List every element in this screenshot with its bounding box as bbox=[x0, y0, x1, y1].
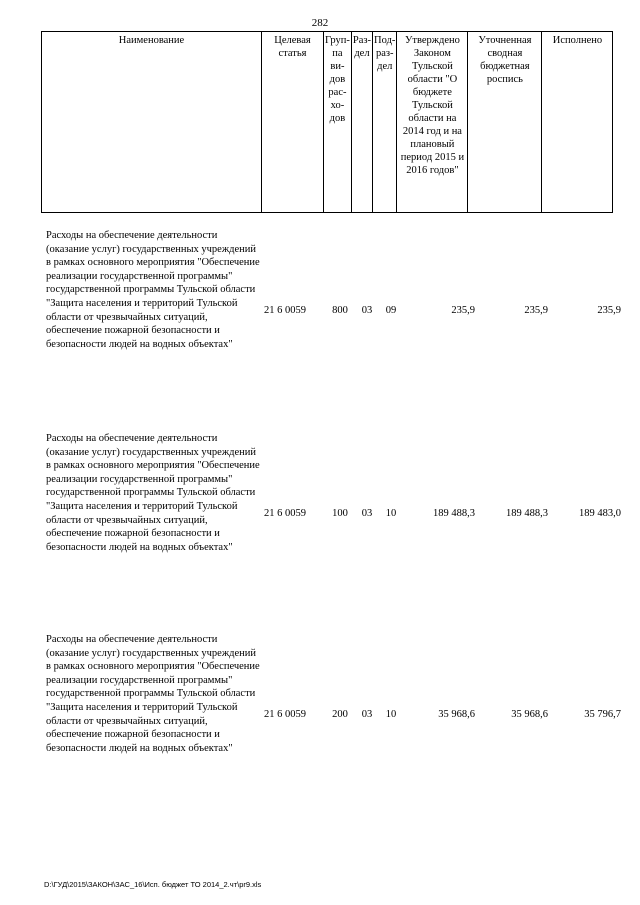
page-number: 282 bbox=[311, 17, 329, 29]
row-subsection: 10 bbox=[385, 709, 397, 720]
table-header bbox=[41, 31, 613, 213]
row-expense-group: 800 bbox=[332, 305, 348, 316]
row-target-article: 21 6 0059 bbox=[264, 709, 306, 720]
row-section: 03 bbox=[361, 709, 373, 720]
row-revised: 189 488,3 bbox=[506, 508, 548, 519]
header-approved: Утверждено Законом Тульской области "О бюджете Тульской области на 2014 год и на плановый период 2015 и 2016 годов" bbox=[397, 32, 468, 213]
header-revised: Уточненная сводная бюджетная роспись bbox=[468, 32, 542, 213]
row-section: 03 bbox=[361, 508, 373, 519]
row-subsection: 09 bbox=[385, 305, 397, 316]
row-target-article: 21 6 0059 bbox=[264, 508, 306, 519]
row-name: Расходы на обеспечение деятельности (оказание услуг) государственных учреждений в рамках основного мероприятия "Обеспечение реализации государственной программы" государственной программы Тульской области "Защита населения и территорий Тульской области от чрезвычайных ситуаций, обеспечение пожарной безопасности и безопасности людей на водных объектах" bbox=[46, 433, 260, 553]
row-executed: 235,9 bbox=[597, 305, 621, 316]
row-section: 03 bbox=[361, 305, 373, 316]
header-executed: Исполнено bbox=[542, 32, 613, 213]
row-approved: 189 488,3 bbox=[433, 508, 475, 519]
row-executed: 189 483,0 bbox=[579, 508, 621, 519]
header-section: Раз-дел bbox=[351, 32, 372, 213]
row-name: Расходы на обеспечение деятельности (оказание услуг) государственных учреждений в рамках основного мероприятия "Обеспечение реализации государственной программы" государственной программы Тульской области "Защита населения и территорий Тульской области от чрезвычайных ситуаций, обеспечение пожарной безопасности и безопасности людей на водных объектах" bbox=[46, 634, 260, 754]
header-expense-group: Груп-па ви-дов рас-хо-дов bbox=[324, 32, 352, 213]
row-target-article: 21 6 0059 bbox=[264, 305, 306, 316]
footer-file-path: D:\ГУД\2015\ЗАКОН\ЗАС_16\Исп. бюджет ТО 2014_2.чт\pr9.xls bbox=[44, 880, 262, 889]
header-name: Наименование bbox=[42, 32, 262, 213]
header-target-article: Целевая статья bbox=[262, 32, 324, 213]
row-expense-group: 100 bbox=[332, 508, 348, 519]
row-revised: 235,9 bbox=[524, 305, 548, 316]
row-name: Расходы на обеспечение деятельности (оказание услуг) государственных учреждений в рамках основного мероприятия "Обеспечение реализации государственной программы" государственной программы Тульской области "Защита населения и территорий Тульской области от чрезвычайных ситуаций, обеспечение пожарной безопасности и безопасности людей на водных объектах" bbox=[46, 230, 260, 350]
row-approved: 235,9 bbox=[451, 305, 475, 316]
row-expense-group: 200 bbox=[332, 709, 348, 720]
row-executed: 35 796,7 bbox=[584, 709, 621, 720]
row-subsection: 10 bbox=[385, 508, 397, 519]
row-approved: 35 968,6 bbox=[438, 709, 475, 720]
header-subsection: Под-раз-дел bbox=[373, 32, 397, 213]
row-revised: 35 968,6 bbox=[511, 709, 548, 720]
